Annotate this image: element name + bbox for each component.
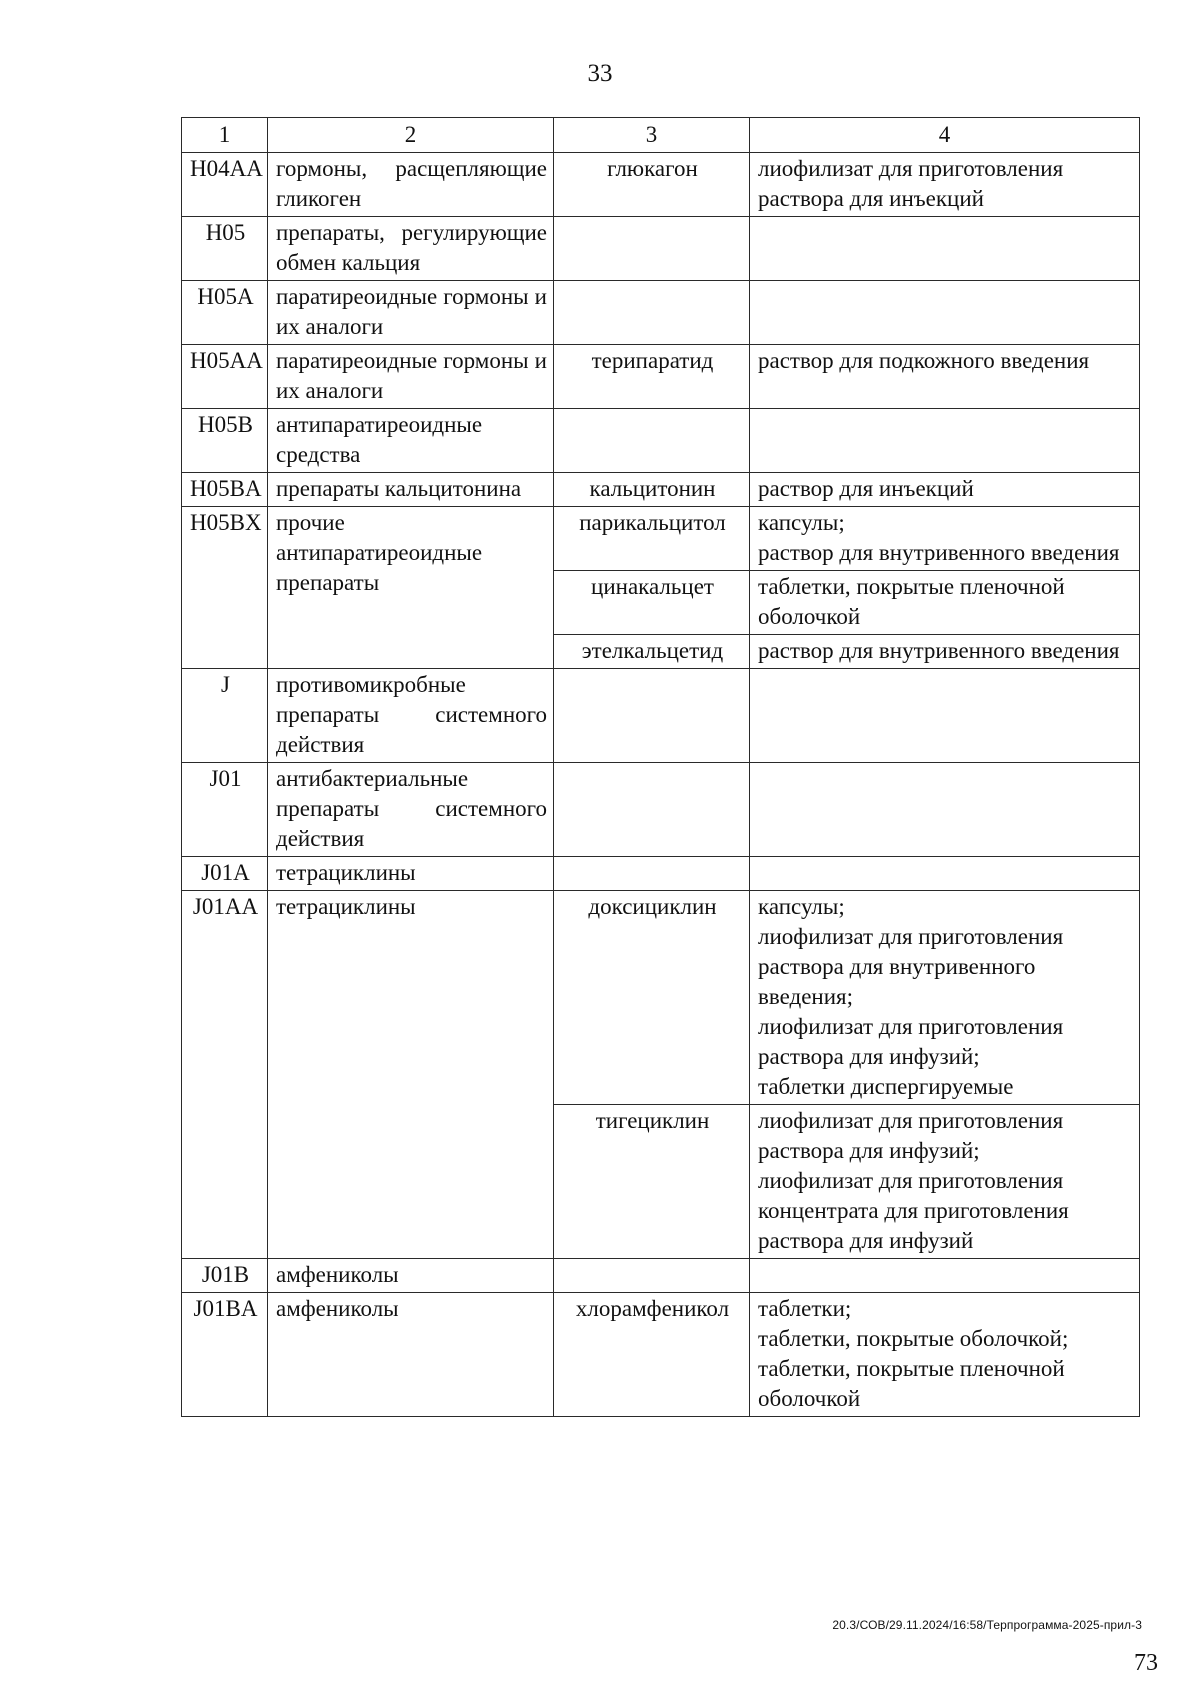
table-row <box>182 473 1140 507</box>
drug-name: цинакальцет <box>554 571 750 635</box>
dosage-forms <box>750 507 1140 571</box>
atc-code: J01B <box>182 1259 268 1293</box>
table-row <box>182 281 1140 345</box>
drug-table <box>181 117 1140 1417</box>
dosage-form: лиофилизат для приготовления раствора для инфузий; <box>758 1014 1064 1069</box>
table-row <box>182 857 1140 891</box>
dosage-form: раствор для подкожного введения <box>758 348 1090 373</box>
table-row <box>182 409 1140 473</box>
drug-name <box>554 217 750 281</box>
dosage-form: капсулы; <box>758 510 845 535</box>
atc-group: гормоны, расщепляющие гликоген <box>268 153 554 217</box>
table-row <box>182 153 1140 217</box>
dosage-form: раствор для инъекций <box>758 476 974 501</box>
atc-code: H05B <box>182 409 268 473</box>
drug-name <box>554 763 750 857</box>
atc-group: прочие антипаратиреоидные препараты <box>268 507 554 669</box>
dosage-form: таблетки, покрытые оболочкой; <box>758 1326 1069 1351</box>
drug-name: парикальцитол <box>554 507 750 571</box>
drug-name <box>554 669 750 763</box>
atc-group: препараты кальцитонина <box>268 473 554 507</box>
atc-code: H05 <box>182 217 268 281</box>
dosage-form: капсулы; <box>758 894 845 919</box>
table-row <box>182 891 1140 1105</box>
atc-code: H04AA <box>182 153 268 217</box>
dosage-forms <box>750 473 1140 507</box>
atc-group: антибактериальные препараты системного действия <box>268 763 554 857</box>
drug-name <box>554 857 750 891</box>
dosage-forms <box>750 1105 1140 1259</box>
atc-group: паратиреоидные гормоны и их аналоги <box>268 281 554 345</box>
dosage-form: лиофилизат для приготовления раствора для инъекций <box>758 156 1064 211</box>
atc-group: тетрациклины <box>268 891 554 1259</box>
dosage-form: таблетки; <box>758 1296 852 1321</box>
atc-code: J01BA <box>182 1293 268 1417</box>
dosage-forms <box>750 153 1140 217</box>
dosage-form: лиофилизат для приготовления раствора для внутривенного введения; <box>758 924 1064 1009</box>
dosage-forms <box>750 635 1140 669</box>
atc-code: H05BA <box>182 473 268 507</box>
document-reference: 20.3/СОВ/29.11.2024/16:58/Терпрограмма-2025-прил-3 <box>832 1618 1142 1632</box>
drug-name: этелкальцетид <box>554 635 750 669</box>
atc-group: противомикробные препараты системного действия <box>268 669 554 763</box>
column-header: 3 <box>554 118 750 153</box>
column-header: 2 <box>268 118 554 153</box>
table-row <box>182 1259 1140 1293</box>
dosage-forms <box>750 891 1140 1105</box>
atc-code: J01A <box>182 857 268 891</box>
footer-page-number: 73 <box>1134 1650 1158 1676</box>
page-number: 33 <box>587 60 613 87</box>
atc-code: H05A <box>182 281 268 345</box>
dosage-form: таблетки, покрытые пленочной оболочкой <box>758 1356 1065 1411</box>
dosage-forms <box>750 1259 1140 1293</box>
dosage-forms <box>750 217 1140 281</box>
dosage-form: лиофилизат для приготовления концентрата для приготовления раствора для инфузий <box>758 1168 1069 1253</box>
dosage-forms <box>750 409 1140 473</box>
dosage-form: таблетки диспергируемые <box>758 1074 1014 1099</box>
dosage-forms <box>750 281 1140 345</box>
atc-code: H05BX <box>182 507 268 669</box>
header-row <box>182 118 1140 153</box>
dosage-forms <box>750 345 1140 409</box>
drug-name: хлорамфеникол <box>554 1293 750 1417</box>
drug-name <box>554 281 750 345</box>
atc-code: J01AA <box>182 891 268 1259</box>
drug-name: тигециклин <box>554 1105 750 1259</box>
dosage-forms <box>750 669 1140 763</box>
dosage-forms <box>750 571 1140 635</box>
dosage-forms <box>750 763 1140 857</box>
table-row <box>182 763 1140 857</box>
atc-group: амфениколы <box>268 1259 554 1293</box>
dosage-form: лиофилизат для приготовления раствора для инфузий; <box>758 1108 1064 1163</box>
atc-code: H05AA <box>182 345 268 409</box>
atc-group: тетрациклины <box>268 857 554 891</box>
atc-group: паратиреоидные гормоны и их аналоги <box>268 345 554 409</box>
table-row <box>182 669 1140 763</box>
atc-group: амфениколы <box>268 1293 554 1417</box>
dosage-forms <box>750 1293 1140 1417</box>
atc-group: препараты, регулирующие обмен кальция <box>268 217 554 281</box>
dosage-forms <box>750 857 1140 891</box>
table-row <box>182 345 1140 409</box>
drug-name <box>554 1259 750 1293</box>
drug-name: терипаратид <box>554 345 750 409</box>
table-row <box>182 507 1140 571</box>
dosage-form: раствор для внутривенного введения <box>758 540 1120 565</box>
atc-code: J01 <box>182 763 268 857</box>
table-row <box>182 217 1140 281</box>
drug-name: глюкагон <box>554 153 750 217</box>
table-row <box>182 1293 1140 1417</box>
drug-name: кальцитонин <box>554 473 750 507</box>
dosage-form: раствор для внутривенного введения <box>758 638 1120 663</box>
column-header: 1 <box>182 118 268 153</box>
atc-group: антипаратиреоидные средства <box>268 409 554 473</box>
drug-name: доксициклин <box>554 891 750 1105</box>
dosage-form: таблетки, покрытые пленочной оболочкой <box>758 574 1065 629</box>
drug-name <box>554 409 750 473</box>
atc-code: J <box>182 669 268 763</box>
column-header: 4 <box>750 118 1140 153</box>
